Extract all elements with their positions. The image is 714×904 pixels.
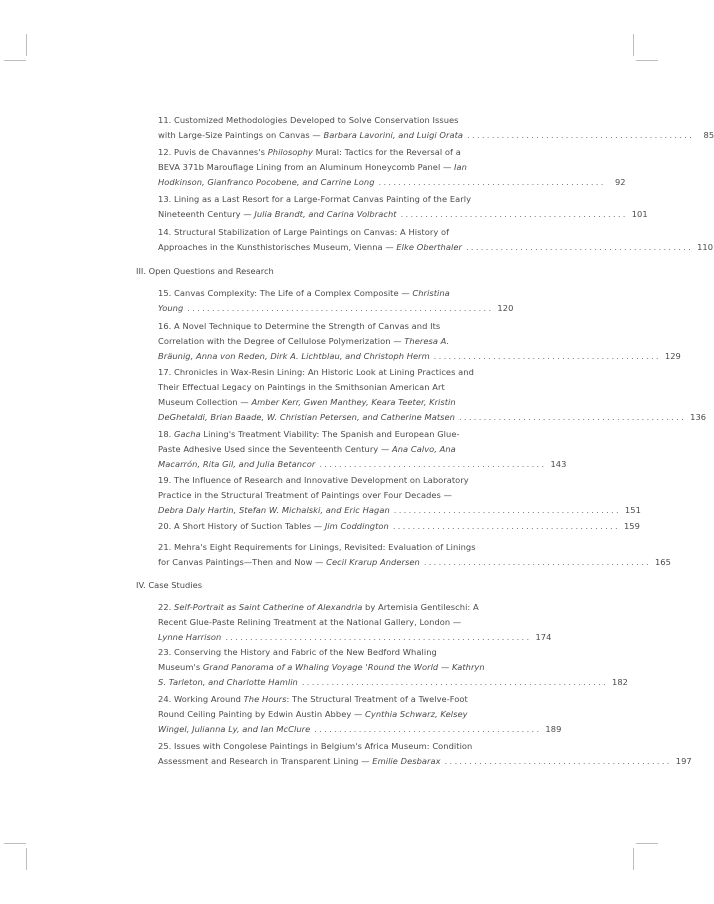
toc-entry[interactable]: 19. The Influence of Research and Innovative Development on Laboratory Practice in the Structural Treatment of Paintings over Four Decades — Debra Daly Hartin, Stefan W. Michalski, and Eric Hagan .............................................. 151	[158, 473, 488, 518]
toc-entry[interactable]: 24. Working Around The Hours: The Structural Treatment of a Twelve-Foot Round Ceiling Painting by Edwin Austin Abbey — Cynthia Schwarz, Kelsey Wingel, Julianna Ly, and Ian McClure .............................................. 189	[158, 692, 488, 737]
section-heading: IV. Case Studies	[136, 580, 203, 590]
page-number: 174	[535, 632, 552, 642]
dot-leader: ..............................................	[433, 351, 661, 361]
dot-leader: ..............................................	[465, 242, 694, 252]
toc-entry[interactable]: 15. Canvas Complexity: The Life of a Complex Composite — Christina Young .............................................................. 120	[158, 286, 488, 316]
page-number: 85	[703, 130, 714, 140]
dot-leader: ..............................................	[400, 209, 628, 219]
toc-entry[interactable]: 21. Mehra's Eight Requirements for Linings, Revisited: Evaluation of Linings for Canvas Paintings—Then and Now — Cecil Krarup Andersen .............................................. 165	[158, 540, 488, 570]
toc-entry[interactable]: 11. Customized Methodologies Developed to Solve Conservation Issues with Large-Size Paintings on Canvas — Barbara Lavorini, and Luigi Orata .............................................. 85	[158, 113, 488, 143]
toc-entry[interactable]: 25. Issues with Congolese Paintings in Belgium's Africa Museum: Condition Assessment and Research in Transparent Lining — Emilie Desbarax .............................................. 197	[158, 739, 488, 769]
dot-leader: ..............................................	[393, 505, 621, 515]
dot-leader: ..............................................................	[187, 303, 494, 313]
page-number: 120	[497, 303, 514, 313]
page-number: 159	[623, 521, 640, 531]
dot-leader: ..............................................	[458, 412, 687, 422]
page-number: 92	[614, 177, 626, 187]
dot-leader: ..............................................................	[301, 677, 608, 687]
dot-leader: ..............................................................	[225, 632, 532, 642]
page-number: 101	[631, 209, 648, 219]
page-number: 143	[550, 459, 567, 469]
toc-entry[interactable]: 22. Self-Portrait as Saint Catherine of Alexandria by Artemisia Gentileschi: A Recent Glue-Paste Relining Treatment at the National Gallery, London — Lynne Harrison .............................................................. 174	[158, 600, 488, 645]
toc-entry[interactable]: 20. A Short History of Suction Tables — Jim Coddington .............................................. 159	[158, 519, 488, 534]
dot-leader: ..............................................	[319, 459, 547, 469]
page-number: 129	[664, 351, 681, 361]
page-number: 110	[697, 242, 714, 252]
toc-entry[interactable]: 17. Chronicles in Wax-Resin Lining: An Historic Look at Lining Practices and Their Effectual Legacy on Paintings in the Smithsonian American Art Museum Collection — Amber Kerr, Gwen Manthey, Keara Teeter, Kristin DeGhetaldi, Brian Baade, W. Christian Petersen, and Catherine Matsen .............................................. 136	[158, 365, 488, 425]
dot-leader: ..............................................	[392, 521, 620, 531]
dot-leader: ..............................................	[444, 756, 672, 766]
page-number: 136	[690, 412, 707, 422]
page-number: 189	[545, 724, 562, 734]
page-number: 151	[624, 505, 641, 515]
toc-entry[interactable]: 13. Lining as a Last Resort for a Large-Format Canvas Painting of the Early Nineteenth Century — Julia Brandt, and Carina Volbracht .............................................. 101	[158, 192, 488, 222]
toc-entry[interactable]: 18. Gacha Lining's Treatment Viability: The Spanish and European Glue- Paste Adhesive Used since the Seventeenth Century — Ana Calvo, Ana Macarrón, Rita Gil, and Julia Betancor .............................................. 143	[158, 427, 488, 472]
dot-leader: ..............................................	[467, 130, 695, 140]
toc-entry[interactable]: 14. Structural Stabilization of Large Paintings on Canvas: A History of Approaches in the Kunsthistorisches Museum, Vienna — Elke Oberthaler .............................................. 110	[158, 225, 488, 255]
toc-entry[interactable]: 12. Puvis de Chavannes's Philosophy Mural: Tactics for the Reversal of a BEVA 371b Marouflage Lining from an Aluminum Honeycomb Panel — Ian Hodkinson, Gianfranco Pocobene, and Carrine Long .............................................. 92	[158, 145, 488, 190]
page-number: 182	[611, 677, 628, 687]
toc-entry[interactable]: 23. Conserving the History and Fabric of the New Bedford Whaling Museum's Grand Panorama of a Whaling Voyage 'Round the World — Kathryn S. Tarleton, and Charlotte Hamlin .............................................................. 182	[158, 645, 488, 690]
section-heading: III. Open Questions and Research	[136, 266, 274, 276]
page-number: 197	[675, 756, 692, 766]
page-number: 165	[654, 557, 671, 567]
dot-leader: ..............................................	[314, 724, 542, 734]
toc-entry[interactable]: 16. A Novel Technique to Determine the Strength of Canvas and Its Correlation with the Degree of Cellulose Polymerization — Theresa A. Bräunig, Anna von Reden, Dirk A. Lichtblau, and Christoph Herm .............................................. 129	[158, 319, 488, 364]
dot-leader: ..............................................	[423, 557, 651, 567]
dot-leader: ..............................................	[378, 177, 606, 187]
